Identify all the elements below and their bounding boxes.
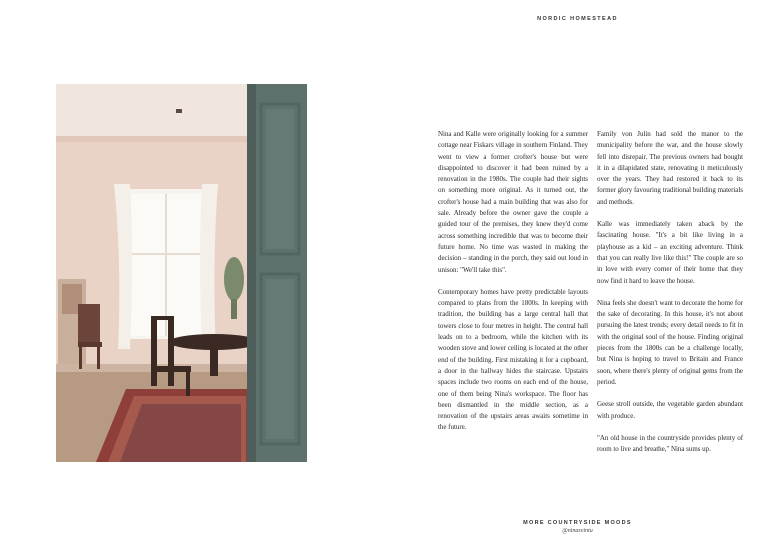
paragraph: Geese stroll outside, the vegetable garden abundant with produce. xyxy=(597,400,743,420)
page-footer xyxy=(385,520,770,534)
page-header: NORDIC HOMESTEAD xyxy=(537,16,618,22)
paragraph: Kalle was immediately taken aback by the fascinating house. "It's a bit like living in a playhouse as a kid – an exciting adventure. Think that you can really live like this!" The couple are so in love with every corner of their home that they now find it hard to leave the house. xyxy=(597,220,743,285)
interior-photo xyxy=(56,84,307,462)
right-page xyxy=(385,0,770,547)
paragraph: Contemporary homes have pretty predictable layouts compared to plans from the 1800s. In keeping with tradition, the building has a large central hall that towers close to four metres in height. The central hall leads on to a bedroom, while the kitchen with its wooden stove and lower ceiling is located at the other end of the building. First mistaking it for a cupboard, a door in the hallway hides the staircase. Upstairs spaces include two rooms on each end of the house, one of them being Nina's workspace. The floor has been dismantled in the middle section, as a renovation of the upstairs areas awaits sometime in the future. xyxy=(438,287,588,432)
paragraph: "An old house in the countryside provides plenty of room to live and breathe," Nina sums up. xyxy=(597,433,743,454)
paragraph: Family von Julin had sold the manor to the municipality before the war, and the house slowly fell into disrepair. The previous owners had bought it in a dilapidated state, renovating it meticulously over the years. They had restored it back to its former glory favouring traditional building materials and methods. xyxy=(597,130,743,206)
footer-handle: @ninasvintu xyxy=(562,528,593,534)
text-column-2 xyxy=(597,129,743,466)
paragraph: Nina feels she doesn't want to decorate the home for the sake of decorating. In this house, it's not about pursuing the latest trends; every detail needs to fit in with the original soul of the house. Finding original pieces from the 1800s can be a challenge locally, but Nina is hoping to travel to Britain and France soon, where there's plenty of original gems from the period. xyxy=(597,298,743,386)
paragraph: Nina and Kalle were originally looking for a summer cottage near Fiskars village in southern Finland. They went to view a former crofter's house but were disappointed to discover it had been ruined by a renovation in the 1980s. The couple had their sights on something more original. As it turned out, the crofter's house had a main building that was also for sale. Already before the owner gave the couple a guided tour of the premises, they knew they'd come across something incredible that was to become their future home. No time was wasted in making the decision – standing in the porch, they said out loud in unison: "We'll take this". xyxy=(438,130,588,274)
text-column-1 xyxy=(438,129,588,445)
footer-title: MORE COUNTRYSIDE MOODS xyxy=(523,520,632,526)
interior-photo-illustration xyxy=(56,84,307,462)
